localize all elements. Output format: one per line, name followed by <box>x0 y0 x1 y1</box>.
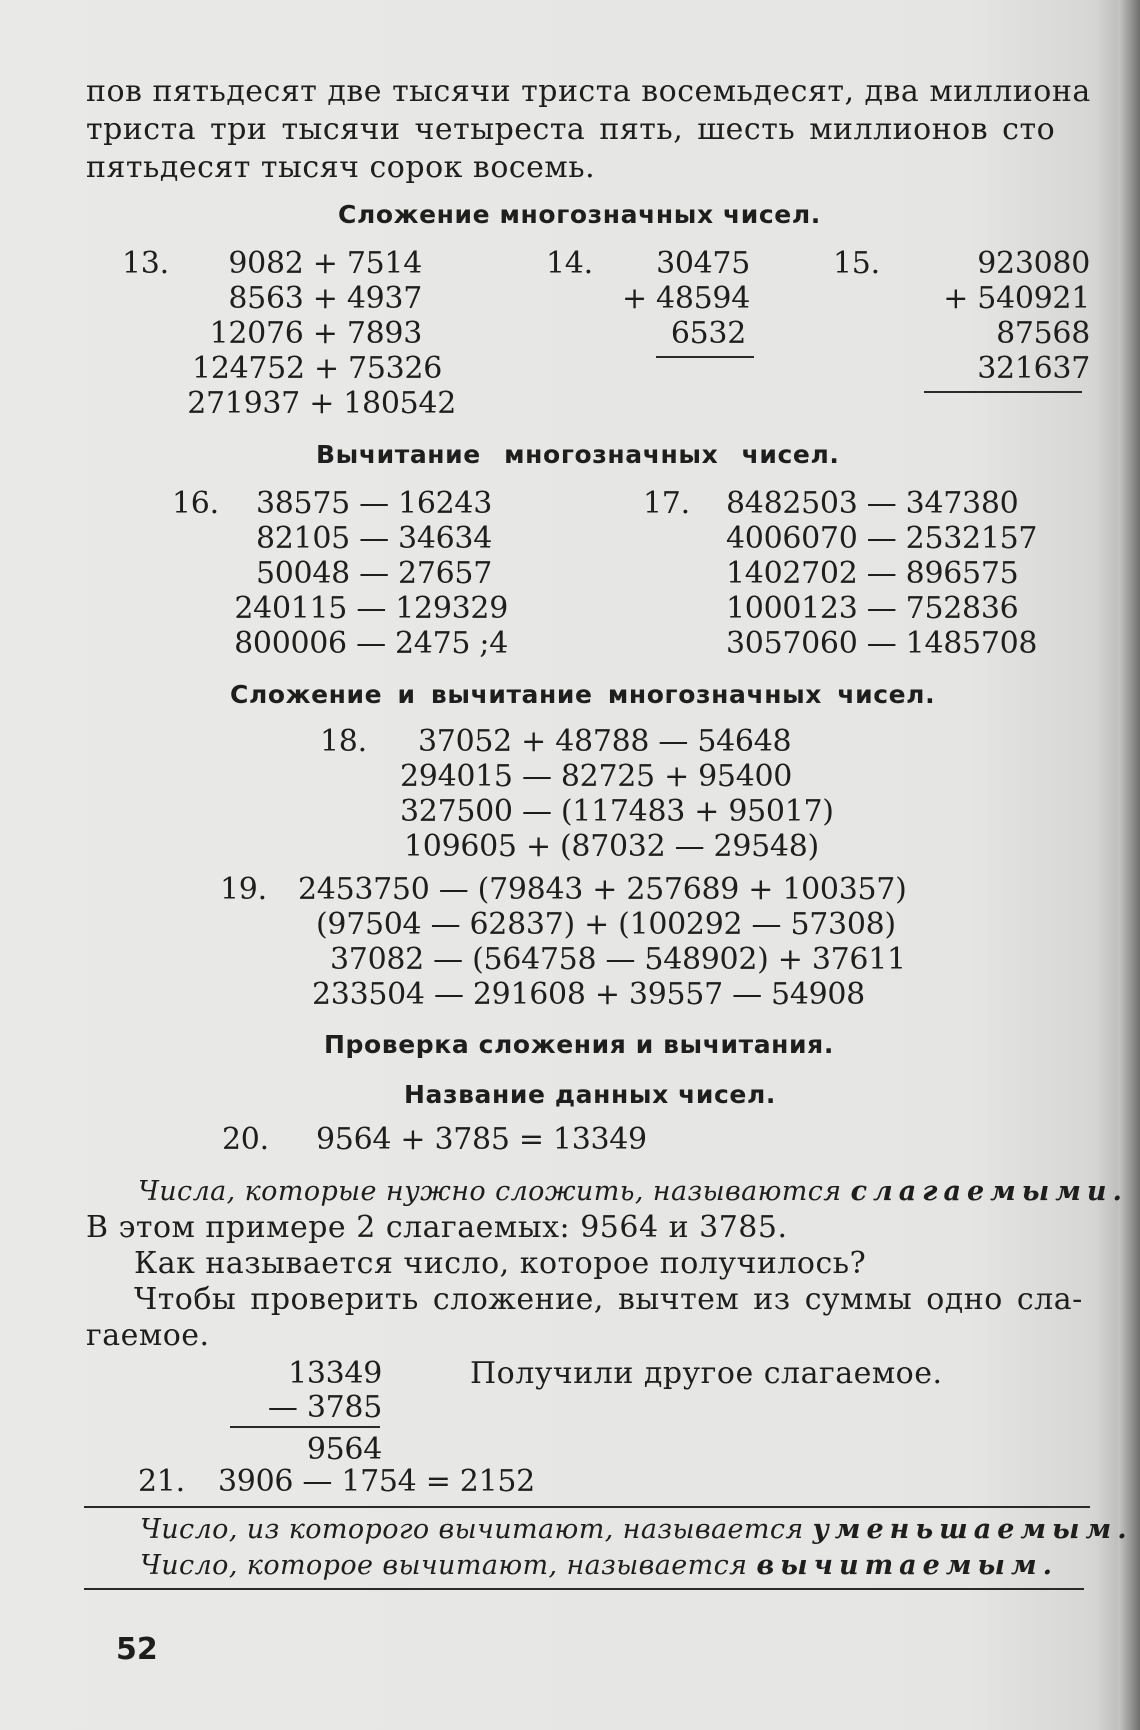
ex21-line: 3906 — 1754 = 2152 <box>218 1464 535 1499</box>
intro-line-2: триста три тысячи четыреста пять, шесть миллионов сто <box>86 112 1056 147</box>
ex16-line: 240115 — 129329 <box>234 591 508 626</box>
ex15-line: 87568 <box>996 316 1090 351</box>
definition-text: Число, из которого вычитают, называется <box>140 1514 804 1545</box>
page-number: 52 <box>116 1632 158 1667</box>
definition-addends <box>138 1176 1128 1207</box>
ex15-line: 923080 <box>977 246 1090 281</box>
exercise-number-16: 16. <box>172 486 219 521</box>
definition-text: Число, которое вычитают, называется <box>140 1550 748 1581</box>
ex14-line: 30475 <box>656 246 750 281</box>
ex13-line: 8563 + 4937 <box>228 281 422 316</box>
exercise-number-20: 20. <box>222 1122 269 1157</box>
definition-box-top-rule <box>84 1506 1090 1508</box>
ex20-line: 9564 + 3785 = 13349 <box>316 1122 647 1157</box>
paragraph-check-line-1: Чтобы проверить сложение, вычтем из суммы одно сла- <box>134 1282 1083 1317</box>
ex16-line: 82105 — 34634 <box>255 521 492 556</box>
definition-subtrahend <box>140 1550 1058 1581</box>
check-subtrahend: — 3785 <box>267 1390 382 1425</box>
ex15-line: 321637 <box>977 351 1090 386</box>
ex19-line: 2453750 — (79843 + 257689 + 100357) <box>298 872 907 907</box>
ex18-line: 294015 — 82725 + 95400 <box>400 759 793 794</box>
exercise-number-15: 15. <box>833 246 880 281</box>
intro-line-1: пов пятьдесят две тысячи триста восемьдесят, два миллиона <box>86 74 1091 109</box>
page-edge-shadow <box>1118 0 1140 1730</box>
ex19-line: 37082 — (564758 — 548902) + 37611 <box>330 942 906 977</box>
check-result: 9564 <box>306 1432 382 1467</box>
ex18-line: 327500 — (117483 + 95017) <box>400 794 834 829</box>
ex19-line: (97504 — 62837) + (100292 — 57308) <box>316 907 896 942</box>
ex13-line: 12076 + 7893 <box>209 316 422 351</box>
section-title-add-sub: Сложение и вычитание многозначных чисел. <box>230 680 936 709</box>
section-title-names: Название данных чисел. <box>404 1080 776 1109</box>
ex16-line: 38575 — 16243 <box>255 486 492 521</box>
section-title-check: Проверка сложения и вычитания. <box>324 1030 834 1059</box>
exercise-number-21: 21. <box>138 1464 185 1499</box>
exercise-number-18: 18. <box>320 724 367 759</box>
ex17-line: 3057060 — 1485708 <box>726 626 1038 661</box>
ex17-line: 4006070 — 2532157 <box>726 521 1038 556</box>
ex17-line: 1402702 — 896575 <box>726 556 1019 591</box>
paragraph-question: Как называется число, которое получилось? <box>134 1246 867 1281</box>
ex17-line: 1000123 — 752836 <box>726 591 1019 626</box>
ex13-line: 271937 + 180542 <box>187 386 456 421</box>
paragraph-check-line-2: гаемое. <box>86 1318 210 1353</box>
term-addends: слагаемыми. <box>850 1176 1128 1207</box>
ex17-line: 8482503 — 347380 <box>726 486 1019 521</box>
definition-text: Числа, которые нужно сложить, называются <box>138 1176 842 1207</box>
term-subtrahend: вычитаемым. <box>756 1550 1059 1581</box>
ex14-line: + 48594 <box>621 281 750 316</box>
paragraph-addend-count: В этом примере 2 слагаемых: 9564 и 3785. <box>86 1210 788 1245</box>
ex15-sum-rule <box>924 391 1082 393</box>
exercise-number-13: 13. <box>122 246 169 281</box>
definition-minuend <box>140 1514 1133 1545</box>
exercise-number-19: 19. <box>220 872 267 907</box>
intro-line-3: пятьдесят тысяч сорок восемь. <box>86 150 596 185</box>
ex18-line: 37052 + 48788 — 54648 <box>418 724 792 759</box>
ex19-line: 233504 — 291608 + 39557 — 54908 <box>312 977 865 1012</box>
exercise-number-17: 17. <box>643 486 690 521</box>
ex15-line: + 540921 <box>943 281 1090 316</box>
ex16-line: 50048 — 27657 <box>255 556 492 591</box>
ex13-line: 124752 + 75326 <box>192 351 442 386</box>
exercise-number-14: 14. <box>546 246 593 281</box>
ex14-sum-rule <box>656 356 754 358</box>
ex13-line: 9082 + 7514 <box>228 246 422 281</box>
ex16-line: 800006 — 2475 ;4 <box>234 626 508 661</box>
ex14-line: 6532 <box>670 316 746 351</box>
definition-box-bottom-rule <box>84 1588 1084 1590</box>
section-title-subtraction: Вычитание многозначных чисел. <box>316 440 840 469</box>
check-minuend: 13349 <box>288 1356 382 1391</box>
section-title-addition: Сложение многозначных чисел. <box>338 200 821 229</box>
check-note: Получили другое слагаемое. <box>470 1356 943 1391</box>
ex18-line: 109605 + (87032 — 29548) <box>404 829 819 864</box>
check-result-rule <box>230 1426 380 1428</box>
term-minuend: уменьшаемым. <box>812 1514 1133 1545</box>
